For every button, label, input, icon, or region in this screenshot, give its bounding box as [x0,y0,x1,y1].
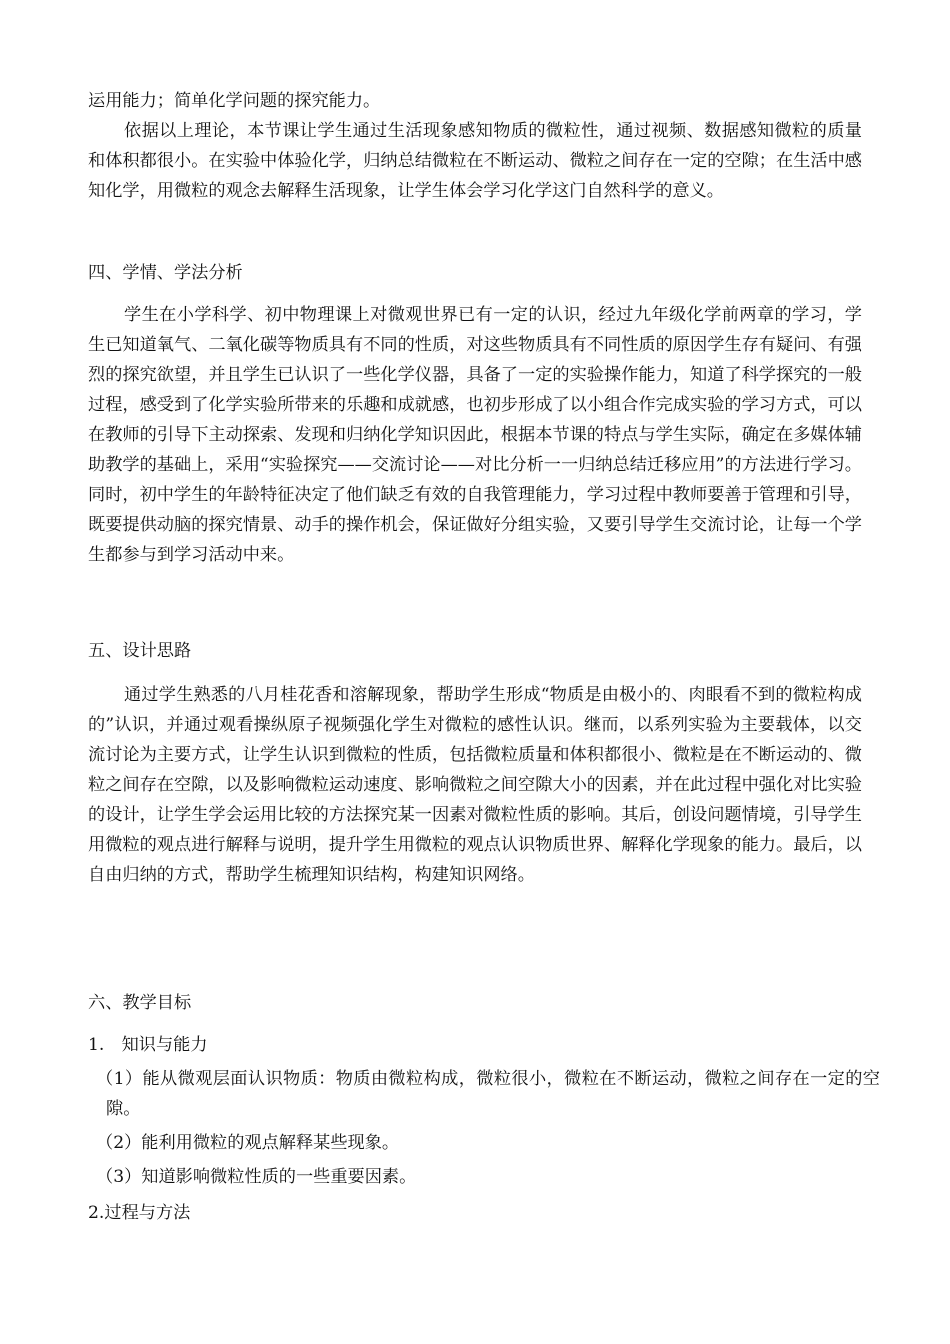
paragraph-design-idea: 通过学生熟悉的八月桂花香和溶解现象，帮助学生形成“物质是由极小的、肉眼看不到的微粒构成的”认识，并通过观看操纵原子视频强化学生对微粒的感性认识。继而，以系列实验为主要载体，以交流讨论为主要方式，让学生认识到微粒的性质，包括微粒质量和体积都很小、微粒是在不断运动的、微粒之间存在空隙，以及影响微粒运动速度、影响微粒之间空隙大小的因素，并在此过程中强化对比实验的设计，让学生学会运用比较的方法探究某一因素对微粒性质的影响。其后，创设问题情境，引导学生用微粒的观点进行解释与说明，提升学生用微粒的观点认识物质世界、解释化学现象的能力。最后，以自由归纳的方式，帮助学生梳理知识结构，构建知识网络。 [88,685,862,885]
goal-item-1: （1）能从微观层面认识物质：物质由微粒构成，微粒很小，微粒在不断运动，微粒之间存在一定的空隙。 [96,1069,880,1119]
subheading-knowledge-ability: 1. 知识与能力 [88,1035,208,1055]
goal-item-2: （2）能利用微粒的观点解释某些现象。 [96,1133,400,1153]
section-heading-learner-analysis: 四、学情、学法分析 [88,263,243,283]
paragraph-learner-analysis: 学生在小学科学、初中物理课上对微观世界已有一定的认识，经过九年级化学前两章的学习，学生已知道氧气、二氧化碳等物质具有不同的性质，对这些物质具有不同性质的原因学生存有疑问、有强烈的探究欲望，并且学生已认识了一些化学仪器，具备了一定的实验操作能力，知道了科学探究的一般过程，感受到了化学实验所带来的乐趣和成就感，也初步形成了以小组合作完成实验的学习方式，可以在教师的引导下主动探索、发现和归纳化学知识因此，根据本节课的特点与学生实际，确定在多媒体辅助教学的基础上，采用“实验探究——交流讨论——对比分析一一归纳总结迁移应用”的方法进行学习。同时，初中学生的年龄特征决定了他们缺乏有效的自我管理能力，学习过程中教师要善于管理和引导，既要提供动脑的探究情景、动手的操作机会，保证做好分组实验，又要引导学生交流讨论，让每一个学生都参与到学习活动中来。 [88,305,862,565]
paragraph-ability: 运用能力；简单化学问题的探究能力。 [88,91,381,111]
subheading-process-method: 2.过程与方法 [88,1203,191,1223]
paragraph-theory-basis: 依据以上理论，本节课让学生通过生活现象感知物质的微粒性，通过视频、数据感知微粒的质量和体积都很小。在实验中体验化学，归纳总结微粒在不断运动、微粒之间存在一定的空隙；在生活中感知化学，用微粒的观念去解释生活现象，让学生体会学习化学这门自然科学的意义。 [88,121,862,201]
section-heading-design-idea: 五、设计思路 [88,641,192,661]
section-heading-teaching-goals: 六、教学目标 [88,993,192,1013]
goal-item-3: （3）知道影响微粒性质的一些重要因素。 [96,1167,417,1187]
